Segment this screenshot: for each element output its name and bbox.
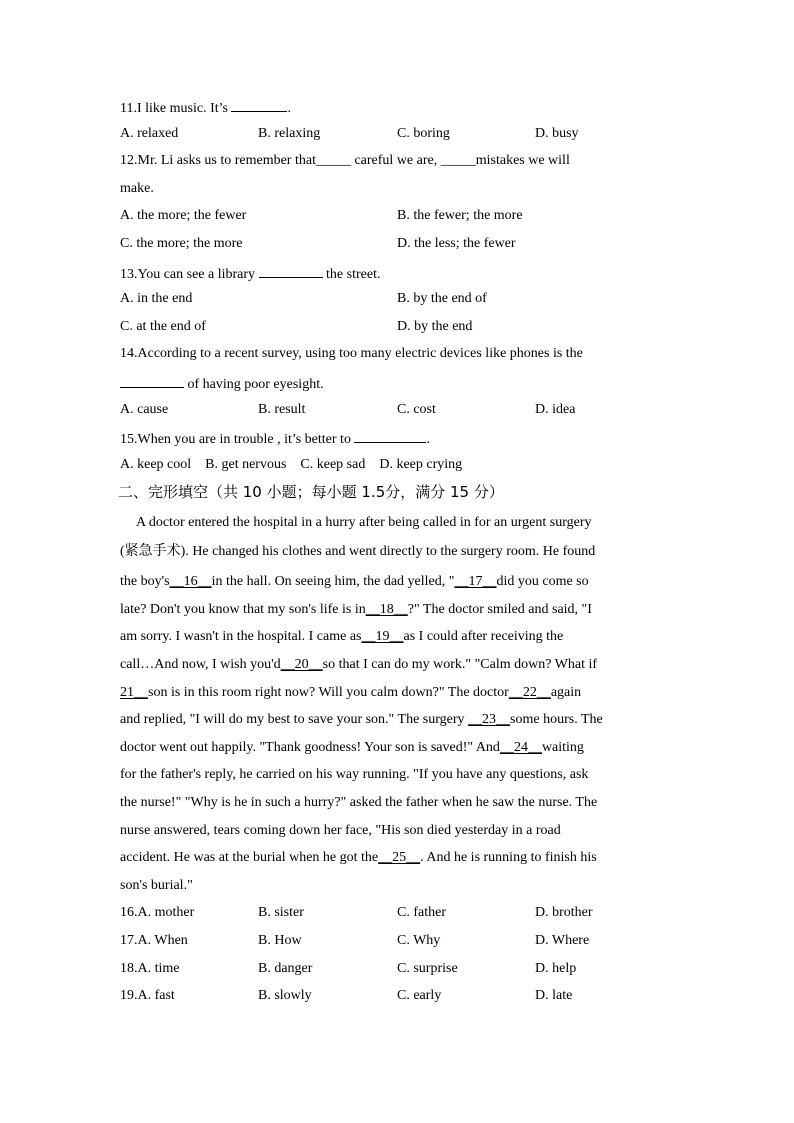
passage-text: late? Don't you know that my son's life is in	[120, 602, 366, 617]
q13-stem-end: the street.	[322, 267, 381, 282]
passage-line-5	[120, 628, 563, 646]
q18-option-b: B. danger	[258, 961, 313, 976]
passage-text: ?" The doctor smiled and said, "I	[407, 602, 592, 617]
q17-option-b: B. How	[258, 933, 302, 948]
blank-18: __18__	[365, 602, 408, 617]
passage-line-4	[120, 601, 592, 619]
q14-option-d: D. idea	[535, 402, 576, 417]
blank-20: __20__	[280, 657, 323, 672]
passage-line-14: son's burial."	[120, 878, 193, 893]
passage-text: son is in this room right now? Will you calm down?" The doctor	[148, 685, 509, 700]
q12-option-b: B. the fewer; the more	[397, 208, 523, 223]
q13-blank	[259, 263, 323, 278]
passage-line-8	[120, 711, 603, 729]
blank-23: __23__	[468, 712, 511, 727]
blank-24: __24__	[499, 740, 542, 755]
q16-option-d: D. brother	[535, 905, 593, 920]
question-12-stem: 12.Mr. Li asks us to remember that_____ careful we are, _____mistakes we will	[120, 153, 570, 168]
blank-17: __17__	[454, 574, 497, 589]
passage-line-9	[120, 739, 584, 757]
q13-option-d: D. by the end	[397, 319, 473, 334]
passage-text: and replied, "I will do my best to save your son." The surgery	[120, 712, 469, 727]
passage-line-10: for the father's reply, he carried on his way running. "If you have any questions, ask	[120, 767, 589, 782]
q18-option-c: C. surprise	[397, 961, 458, 976]
q16-option-a: 16.A. mother	[120, 905, 195, 920]
passage-text: am sorry. I wasn't in the hospital. I came as	[120, 629, 362, 644]
q12-option-a: A. the more; the fewer	[120, 208, 247, 223]
passage-line-2: (紧急手术). He changed his clothes and went directly to the surgery room. He found	[120, 544, 596, 559]
q19-option-b: B. slowly	[258, 988, 312, 1003]
q19-option-c: C. early	[397, 988, 442, 1003]
blank-21: 21__	[120, 685, 148, 700]
passage-text: in the hall. On seeing him, the dad yelled, "	[211, 574, 455, 589]
q14-blank	[120, 373, 184, 388]
q13-option-c: C. at the end of	[120, 319, 206, 334]
passage-text: . And he is running to finish his	[420, 850, 597, 865]
question-14-stem: 14.According to a recent survey, using too many electric devices like phones is the	[120, 346, 583, 361]
q11-option-b: B. relaxing	[258, 126, 321, 141]
q15-blank	[354, 428, 426, 443]
passage-line-12: nurse answered, tears coming down her face, "His son died yesterday in a road	[120, 823, 561, 838]
passage-text: did you come so	[496, 574, 589, 589]
question-15-stem	[120, 428, 430, 449]
passage-text: doctor went out happily. "Thank goodness! Your son is saved!" And	[120, 740, 500, 755]
q11-option-d: D. busy	[535, 126, 579, 141]
q15-options: A. keep cool B. get nervous C. keep sad D. keep crying	[120, 457, 463, 472]
passage-text: waiting	[541, 740, 584, 755]
passage-text: call…And now, I wish you'd	[120, 657, 281, 672]
passage-line-1: A doctor entered the hospital in a hurry after being called in for an urgent surgery	[136, 515, 592, 530]
q19-option-a: 19.A. fast	[120, 988, 175, 1003]
q13-option-a: A. in the end	[120, 291, 193, 306]
q16-option-c: C. father	[397, 905, 446, 920]
q14-option-a: A. cause	[120, 402, 169, 417]
q12-option-d: D. the less; the fewer	[397, 236, 516, 251]
q17-option-c: C. Why	[397, 933, 441, 948]
question-14-stem-cont	[120, 373, 324, 394]
blank-25: __25__	[378, 850, 421, 865]
question-11-stem	[120, 97, 291, 118]
q13-option-b: B. by the end of	[397, 291, 487, 306]
passage-text: so that I can do my work." "Calm down? What if	[322, 657, 598, 672]
q12-option-c: C. the more; the more	[120, 236, 243, 251]
q11-option-c: C. boring	[397, 126, 450, 141]
q15-stem-end: .	[426, 432, 430, 447]
q11-stem-text: 11.I like music. It’s	[120, 101, 232, 116]
blank-16: __16__	[169, 574, 212, 589]
blank-19: __19__	[361, 629, 404, 644]
q18-option-d: D. help	[535, 961, 577, 976]
q11-option-a: A. relaxed	[120, 126, 179, 141]
q11-stem-end: .	[287, 101, 291, 116]
passage-text: some hours. The	[510, 712, 603, 727]
section-heading-cloze: 二、完形填空（共 10 小题；每小题 1.5分，满分 15 分）	[118, 483, 504, 501]
passage-text: accident. He was at the burial when he got the	[120, 850, 379, 865]
q15-stem-text: 15.When you are in trouble , it’s better to	[120, 432, 355, 447]
q14-option-b: B. result	[258, 402, 306, 417]
q14-stem-end: of having poor eyesight.	[184, 377, 324, 392]
q13-stem-text: 13.You can see a library	[120, 267, 259, 282]
q17-option-d: D. Where	[535, 933, 590, 948]
passage-line-7	[120, 684, 581, 702]
q17-option-a: 17.A. When	[120, 933, 188, 948]
passage-text: as I could after receiving the	[403, 629, 564, 644]
q14-option-c: C. cost	[397, 402, 436, 417]
blank-22: __22__	[508, 685, 551, 700]
passage-line-6	[120, 656, 597, 674]
passage-line-3	[120, 573, 589, 591]
passage-line-13	[120, 849, 597, 867]
passage-text: again	[550, 685, 582, 700]
q18-option-a: 18.A. time	[120, 961, 180, 976]
q11-blank	[231, 97, 287, 112]
passage-text: the boy's	[120, 574, 170, 589]
q16-option-b: B. sister	[258, 905, 304, 920]
q19-option-d: D. late	[535, 988, 573, 1003]
question-13-stem	[120, 263, 380, 284]
question-12-stem-cont: make.	[120, 181, 154, 196]
passage-line-11: the nurse!" "Why is he in such a hurry?" asked the father when he saw the nurse. The	[120, 795, 598, 810]
